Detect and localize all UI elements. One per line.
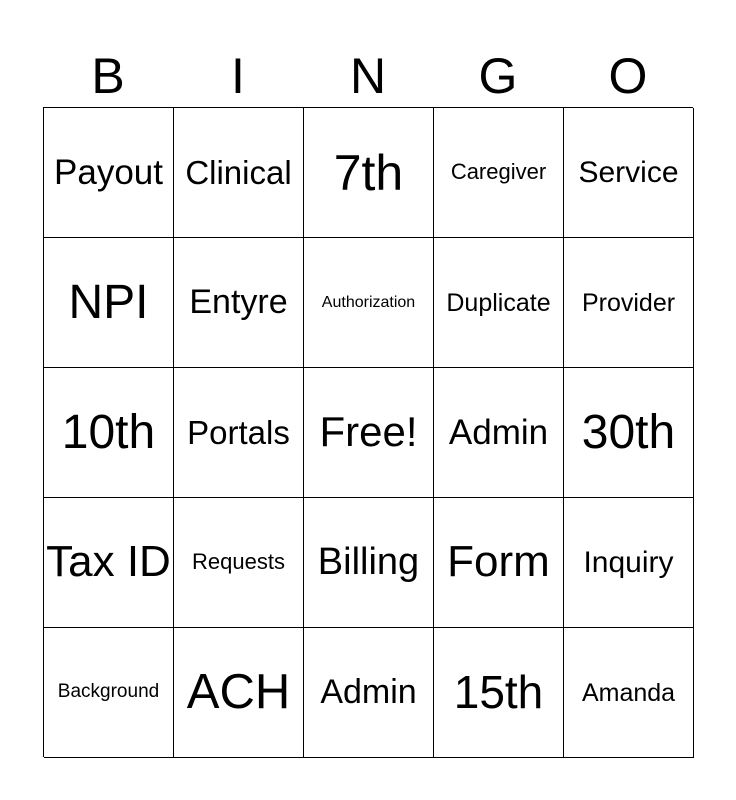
cell-label: NPI bbox=[68, 275, 149, 329]
cell-label: Admin bbox=[320, 673, 417, 712]
cell-label: 7th bbox=[333, 144, 404, 201]
bingo-cell-r3-c1[interactable] bbox=[44, 368, 174, 498]
bingo-cell-r1-c3[interactable] bbox=[304, 108, 434, 238]
cell-label: Inquiry bbox=[583, 545, 674, 579]
cell-label: Payout bbox=[54, 152, 163, 192]
cell-label: Clinical bbox=[185, 153, 292, 191]
cell-label: Tax ID bbox=[46, 537, 171, 587]
bingo-cell-r5-c4[interactable] bbox=[434, 628, 564, 758]
bingo-cell-r5-c3[interactable] bbox=[304, 628, 434, 758]
header-letter-i: I bbox=[231, 48, 245, 104]
bingo-cell-r3-c2[interactable] bbox=[174, 368, 304, 498]
bingo-cell-r3-c5[interactable] bbox=[564, 368, 694, 498]
header-letter-o: O bbox=[608, 48, 648, 104]
bingo-cell-r5-c2[interactable] bbox=[174, 628, 304, 758]
cell-label: Background bbox=[57, 681, 160, 703]
bingo-cell-r4-c5[interactable] bbox=[564, 498, 694, 628]
bingo-cell-r2-c3[interactable] bbox=[304, 238, 434, 368]
cell-label: Caregiver bbox=[450, 159, 547, 185]
header-letter-b: B bbox=[91, 48, 125, 104]
bingo-cell-r2-c4[interactable] bbox=[434, 238, 564, 368]
cell-label: Provider bbox=[581, 288, 676, 317]
bingo-cell-r2-c2[interactable] bbox=[174, 238, 304, 368]
cell-label: Billing bbox=[317, 540, 420, 583]
cell-label: Free! bbox=[319, 408, 418, 456]
cell-label: Admin bbox=[448, 412, 549, 452]
cell-label: ACH bbox=[186, 665, 291, 720]
cell-label: Service bbox=[578, 155, 679, 189]
cell-label: Authorization bbox=[321, 293, 416, 311]
cell-label: Form bbox=[447, 537, 550, 587]
bingo-cell-r2-c1[interactable] bbox=[44, 238, 174, 368]
bingo-cell-r1-c5[interactable] bbox=[564, 108, 694, 238]
bingo-cell-r4-c3[interactable] bbox=[304, 498, 434, 628]
cell-label: 30th bbox=[581, 405, 676, 459]
cell-label: Requests bbox=[192, 549, 285, 575]
bingo-cell-r4-c2[interactable] bbox=[174, 498, 304, 628]
header-letter-g: G bbox=[478, 48, 518, 104]
cell-label: Duplicate bbox=[446, 288, 551, 317]
bingo-cell-r5-c5[interactable] bbox=[564, 628, 694, 758]
bingo-board bbox=[43, 107, 693, 757]
bingo-cell-r4-c1[interactable] bbox=[44, 498, 174, 628]
bingo-header bbox=[43, 44, 693, 108]
bingo-cell-r5-c1[interactable] bbox=[44, 628, 174, 758]
bingo-cell-r4-c4[interactable] bbox=[434, 498, 564, 628]
header-letter-n: N bbox=[349, 48, 387, 104]
bingo-cell-r3-c3[interactable] bbox=[304, 368, 434, 498]
bingo-cell-r1-c4[interactable] bbox=[434, 108, 564, 238]
bingo-cell-r2-c5[interactable] bbox=[564, 238, 694, 368]
bingo-cell-r3-c4[interactable] bbox=[434, 368, 564, 498]
bingo-cell-r1-c2[interactable] bbox=[174, 108, 304, 238]
bingo-cell-r1-c1[interactable] bbox=[44, 108, 174, 238]
cell-label: Entyre bbox=[189, 283, 288, 322]
cell-label: 10th bbox=[61, 405, 156, 459]
cell-label: 15th bbox=[453, 665, 544, 718]
cell-label: Amanda bbox=[581, 678, 676, 707]
cell-label: Portals bbox=[187, 413, 290, 451]
